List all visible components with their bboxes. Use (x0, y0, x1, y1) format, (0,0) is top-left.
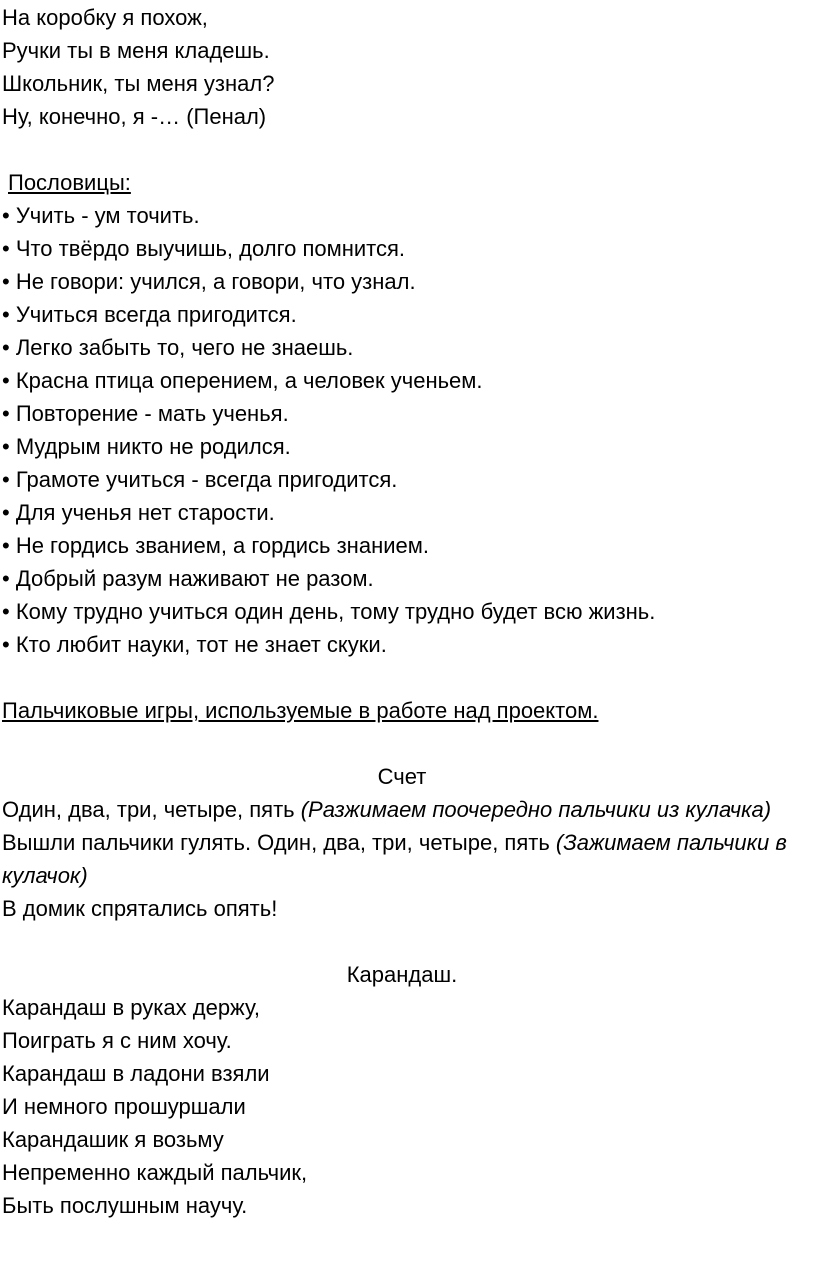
proverb-item: • Кто любит науки, тот не знает скуки. (2, 632, 387, 657)
proverb-item: • Что твёрдо выучишь, долго помнится. (2, 236, 406, 261)
count-game-line: В домик спрятались опять! (2, 896, 278, 921)
proverbs-title: Пословицы: (8, 170, 131, 195)
proverb-item: • Учиться всегда пригодится. (2, 302, 297, 327)
riddle-line: Ручки ты в меня кладешь. (2, 38, 270, 63)
pencil-game-line: Быть послушным научу. (2, 1193, 248, 1218)
pencil-game-line: Непременно каждый пальчик, (2, 1160, 308, 1185)
pencil-game-line: И немного прошуршали (2, 1094, 246, 1119)
proverb-item: • Кому трудно учиться один день, тому трудно будет всю жизнь. (2, 599, 656, 624)
proverb-item: • Не гордись званием, а гордись знанием. (2, 533, 429, 558)
riddle-line: Школьник, ты меня узнал? (2, 71, 275, 96)
pencil-game-line: Карандашик я возьму (2, 1127, 224, 1152)
pencil-game (2, 958, 802, 1222)
proverb-item: • Для ученья нет старости. (2, 500, 275, 525)
count-game-line: Один, два, три, четыре, пять (Разжимаем поочередно пальчики из кулачка) (2, 797, 772, 822)
pencil-game-line: Карандаш в руках держу, (2, 995, 260, 1020)
riddle-line: Ну, конечно, я -… (Пенал) (2, 104, 267, 129)
proverb-item: • Легко забыть то, чего не знаешь. (2, 335, 354, 360)
count-game-note: (Зажимаем пальчики в кулачок) (2, 830, 787, 888)
pencil-game-line: Карандаш в ладони взяли (2, 1061, 270, 1086)
proverb-item: • Красна птица оперением, а человек ученьем. (2, 368, 483, 393)
proverb-item: • Повторение - мать ученья. (2, 401, 289, 426)
count-game-note: (Разжимаем поочередно пальчики из кулачка) (300, 797, 772, 822)
finger-games-title: Пальчиковые игры, используемые в работе над проектом. (2, 698, 599, 723)
riddle (2, 1, 802, 133)
proverb-item: • Не говори: учился, а говори, что узнал. (2, 269, 416, 294)
count-game (2, 760, 802, 925)
proverb-item: • Грамоте учиться - всегда пригодится. (2, 467, 398, 492)
proverb-item: • Мудрым никто не родился. (2, 434, 291, 459)
pencil-game-title: Карандаш. (346, 962, 458, 987)
proverb-item: • Добрый разум наживают не разом. (2, 566, 374, 591)
proverbs-section (2, 166, 802, 661)
pencil-game-line: Поиграть я с ним хочу. (2, 1028, 232, 1053)
count-game-line: Вышли пальчики гулять. Один, два, три, четыре, пять (Зажимаем пальчики в кулачок) (2, 830, 787, 888)
riddle-line: На коробку я похож, (2, 5, 208, 30)
count-game-title: Счет (377, 764, 427, 789)
proverb-item: • Учить - ум точить. (2, 203, 200, 228)
